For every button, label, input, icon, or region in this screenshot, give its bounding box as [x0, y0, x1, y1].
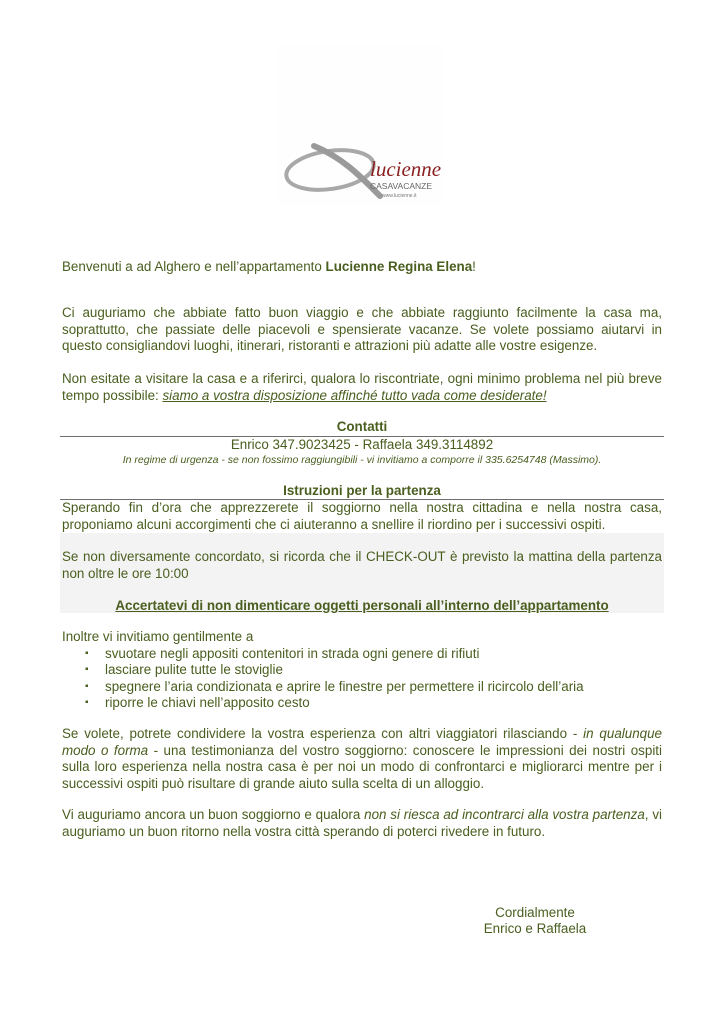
list-item: ▪ spegnere l’aria condizionata e aprire le finestre per permettere il ricircolo dell’aria: [62, 679, 662, 695]
share-emphasis: in qualunque modo o forma: [62, 726, 662, 758]
logo-subtitle: CASAVACANZE: [370, 181, 433, 191]
departure-heading: Istruzioni per la partenza: [283, 483, 441, 498]
signature-greeting: Cordialmente: [495, 905, 575, 920]
list-item: ▪ lasciare pulite tutte le stoviglie: [62, 662, 662, 678]
contacts-urgent: In regime di urgenza - se non fossimo raggiungibili - vi invitiamo a comporre il 335.6254748 (Massimo).: [122, 454, 602, 466]
problems-paragraph: [62, 371, 662, 404]
intro-paragraph: Ci auguriamo che abbiate fatto buon viaggio e che abbiate raggiunto facilmente la casa ma, soprattutto, che passiate delle piacevoli e spensierate vacanze. Se volete possiamo aiutarvi in questo consigliandovi luoghi, itinerari, ristoranti e attrazioni più adatte alle vostre esigenze.: [62, 305, 662, 354]
instructions-list: [62, 646, 662, 712]
welcome-text: Benvenuti a ad Alghero e nell’appartamento: [62, 259, 326, 274]
problems-emphasis: siamo a vostra disposizione affinché tutto vada come desiderate!: [162, 387, 547, 403]
reminder-text: Accertatevi di non dimenticare oggetti personali all’interno dell’appartamento: [115, 598, 609, 613]
apartment-name: Lucienne Regina Elena: [325, 259, 473, 274]
share-paragraph: [62, 726, 662, 792]
closing-text-c: , vi auguriamo un buon ritorno nella vostra città sperando di poterci rivedere in futuro.: [62, 807, 662, 839]
share-text-c: - una testimonianza del vostro soggiorno: conoscere le impressioni dei nostri ospiti sulla loro esperienza nella nostra casa è per noi un modo di confrontarci e migliorarci mentre per i successivi ospiti può risultare di grande aiuto sulla scelta di un alloggio.: [62, 742, 662, 791]
logo-url: www.lucienne.it: [382, 193, 417, 199]
checkout-text: Se non diversamente concordato, si ricorda che il CHECK-OUT è previsto la mattina della partenza non oltre le ore 10:00: [62, 549, 662, 581]
signature-names: Enrico e Raffaela: [483, 921, 587, 936]
logo-brand: lucienne: [370, 157, 442, 181]
closing-text-a: Vi auguriamo ancora un buon soggiorno e qualora: [62, 807, 365, 822]
welcome-punct: !: [472, 259, 476, 274]
list-item: ▪ svuotare negli appositi contenitori in strada ogni genere di rifiuti: [62, 646, 662, 662]
lucienne-logo: [284, 140, 444, 202]
closing-paragraph: [62, 807, 662, 840]
closing-emphasis: non si riesca ad incontrarci alla vostra partenza: [364, 807, 645, 822]
problems-text: Non esitate a visitare la casa e a riferirci, qualora lo riscontriate, ogni minimo problema nel più breve tempo possibile:: [62, 371, 662, 403]
invite-text: Inoltre vi invitiamo gentilmente a: [62, 629, 254, 644]
departure-intro: Sperando fin d’ora che apprezzerete il soggiorno nella nostra cittadina e nella nostra casa, proponiamo alcuni accorgimenti che ci aiuteranno a snellire il riordino per i successivi ospiti.: [62, 500, 662, 532]
list-item: ▪ riporre le chiavi nell’apposito cesto: [62, 695, 662, 711]
contacts-phones: Enrico 347.9023425 - Raffaela 349.3114892: [230, 437, 494, 452]
welcome-line: [62, 259, 662, 276]
share-text-a: Se volete, potrete condividere la vostra esperienza con altri viaggiatori rilasciando -: [62, 726, 584, 741]
contacts-heading: Contatti: [336, 419, 388, 434]
